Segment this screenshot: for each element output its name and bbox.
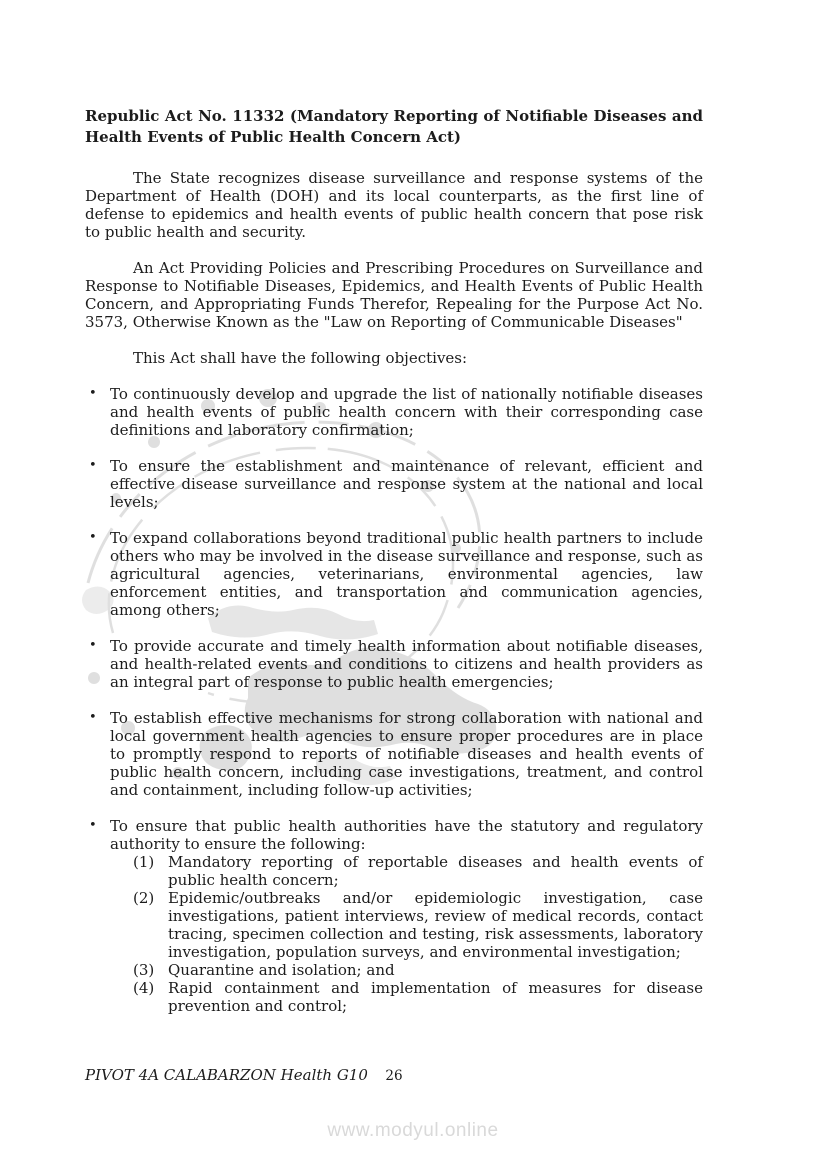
numbered-item [110, 979, 703, 1015]
bullet-text: To establish effective mechanisms for strong collaboration with national and local government health agencies to ensure proper procedures are in place to promptly respond to reports of notifiable diseases and health events of public health concern, including case investigations, treatment, and control and containment, including follow-up activities; [110, 709, 703, 799]
bullet-item [85, 637, 703, 691]
bullet-item [85, 385, 703, 439]
bullet-text: To ensure that public health authorities have the statutory and regulatory authority to ensure the following: [110, 817, 703, 853]
bullet-icon: • [89, 710, 97, 725]
bullet-text-with-sublist [110, 817, 703, 1015]
numbered-text: Quarantine and isolation; and [168, 961, 395, 979]
bullet-icon: • [89, 638, 97, 653]
numbered-item [110, 889, 703, 961]
item-number: (1) [133, 853, 155, 871]
bullet-text: To expand collaborations beyond traditional public health partners to include others who may be involved in the disease surveillance and response, such as agricultural agencies, veterinarians, environmental agencies, law enforcement entities, and transportation and communication agencies, among others; [110, 529, 703, 619]
bullet-item [85, 817, 703, 1015]
numbered-text: Rapid containment and implementation of measures for disease prevention and control; [168, 979, 703, 1015]
numbered-item [110, 961, 703, 979]
bullet-icon: • [89, 530, 97, 545]
page-footer [85, 1066, 703, 1084]
numbered-text: Mandatory reporting of reportable diseases and health events of public health concern; [168, 853, 703, 889]
page-number: 26 [385, 1068, 403, 1084]
numbered-sublist [110, 853, 703, 1015]
paragraph-act-providing: An Act Providing Policies and Prescribing Procedures on Surveillance and Response to Notifiable Diseases, Epidemics, and Health Events of Public Health Concern, and Appropriating Funds Therefor, Repealing for the Purpose Act No. 3573, Otherwise Known as the "Law on Reporting of Communicable Diseases" [85, 259, 703, 331]
bullet-icon: • [89, 386, 97, 401]
item-number: (3) [133, 961, 155, 979]
numbered-text: Epidemic/outbreaks and/or epidemiologic investigation, case investigations, patient interviews, review of medical records, contact tracing, specimen collection and testing, risk assessments, laboratory investigation, population surveys, and environmental investigation; [168, 889, 703, 961]
bullet-text: To provide accurate and timely health information about notifiable diseases, and health-related events and conditions to citizens and health providers as an integral part of response to public health emergencies; [110, 637, 703, 691]
item-number: (4) [133, 979, 155, 997]
document-content [85, 106, 703, 1015]
paragraph-state-recognizes: The State recognizes disease surveillance and response systems of the Department of Health (DOH) and its local counterparts, as the first line of defense to epidemics and health events of public health concern that pose risk to public health and security. [85, 169, 703, 241]
bullet-item [85, 529, 703, 619]
site-watermark-text: www.modyul.online [327, 1120, 499, 1141]
footer-module-label: PIVOT 4A CALABARZON Health G10 [85, 1066, 368, 1084]
bullet-item [85, 457, 703, 511]
bullet-icon: • [89, 818, 97, 833]
item-number: (2) [133, 889, 155, 907]
numbered-item [110, 853, 703, 889]
bullet-text: To continuously develop and upgrade the list of nationally notifiable diseases and health events of public health concern with their corresponding case definitions and laboratory confirmation; [110, 385, 703, 439]
bullet-item [85, 709, 703, 799]
bullet-icon: • [89, 458, 97, 473]
paragraph-objectives-intro: This Act shall have the following objectives: [133, 349, 468, 367]
document-title: Republic Act No. 11332 (Mandatory Reporting of Notifiable Diseases and Health Events of Public Health Concern Act) [85, 107, 703, 146]
objectives-bullet-list [85, 385, 703, 1015]
bullet-text: To ensure the establishment and maintenance of relevant, efficient and effective disease surveillance and response system at the national and local levels; [110, 457, 703, 511]
